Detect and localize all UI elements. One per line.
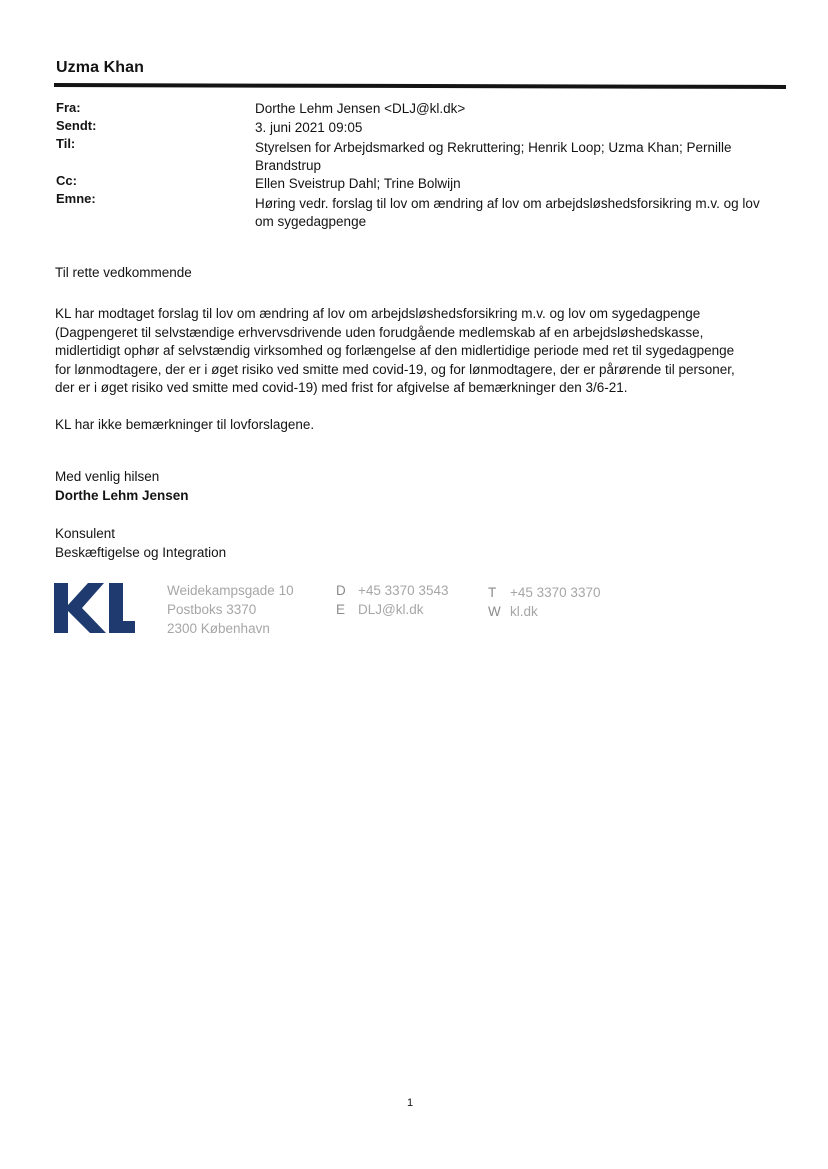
address-street: Weidekampsgade 10 bbox=[167, 583, 294, 598]
paragraph-line: KL har modtaget forslag til lov om ændring af lov om arbejdsløshedsforsikring m.v. og lov om sygedagpenge bbox=[55, 306, 701, 321]
email-key: E bbox=[336, 602, 346, 617]
footer-contact-direct bbox=[336, 581, 448, 619]
paragraph-line: midlertidigt ophør af selvstændig virksomhed og forlængelse af den midlertidige periode med ret til sygedagpenge bbox=[55, 343, 735, 358]
closing-text: Med venlig hilsen bbox=[55, 469, 160, 484]
page-number: 1 bbox=[407, 1097, 414, 1109]
signature-name: Dorthe Lehm Jensen bbox=[55, 488, 189, 503]
subject-value: Høring vedr. forslag til lov om ændring af lov om arbejdsløshedsforsikring m.v. og lov om sygedagpenge bbox=[255, 196, 760, 229]
kl-logo bbox=[54, 583, 136, 640]
greeting: Til rette vedkommende bbox=[55, 265, 192, 280]
to-value: Styrelsen for Arbejdsmarked og Rekruttering; Henrik Loop; Uzma Khan; Pernille Brandstrup bbox=[255, 140, 732, 173]
main-phone-key: T bbox=[488, 585, 497, 600]
signature-department: Beskæftigelse og Integration bbox=[55, 545, 227, 560]
email-value: DLJ@kl.dk bbox=[358, 602, 424, 617]
address-pobox: Postboks 3370 bbox=[167, 602, 257, 617]
main-phone-value: +45 3370 3370 bbox=[510, 585, 601, 600]
from-value: Dorthe Lehm Jensen <DLJ@kl.dk> bbox=[255, 101, 466, 116]
footer-address bbox=[167, 581, 294, 638]
kl-logo-graphic bbox=[54, 583, 136, 635]
web-key: W bbox=[488, 604, 501, 619]
direct-phone-value: +45 3370 3543 bbox=[358, 583, 449, 598]
remark-text: KL har ikke bemærkninger til lovforslagene. bbox=[55, 417, 315, 432]
cc-value: Ellen Sveistrup Dahl; Trine Bolwijn bbox=[255, 176, 461, 191]
direct-phone-key: D bbox=[336, 583, 346, 598]
header-divider bbox=[54, 83, 786, 89]
paragraph-line: for lønmodtagere, der er i øget risiko ved smitte med covid-19, og for lønmodtagere, der er pårørende til personer, bbox=[55, 361, 735, 377]
web-value: kl.dk bbox=[510, 604, 538, 619]
footer-contact-main bbox=[488, 583, 600, 621]
sent-value: 3. juni 2021 09:05 bbox=[255, 120, 363, 135]
cc-label: Cc: bbox=[56, 173, 77, 188]
subject-label: Emne: bbox=[56, 191, 96, 206]
paragraph-line: (Dagpengeret til selvstændige erhvervsdrivende uden forudgående medlemskab af en arbejdsløshedskasse, bbox=[55, 324, 704, 340]
sent-label: Sendt: bbox=[56, 118, 97, 133]
email-owner-name: Uzma Khan bbox=[56, 59, 145, 76]
paragraph-line: der er i øget risiko ved smitte med covid-19) med frist for afgivelse af bemærkninger den 3/6-21. bbox=[55, 380, 628, 395]
signature-title: Konsulent bbox=[55, 526, 116, 541]
address-city: 2300 København bbox=[167, 621, 270, 636]
from-label: Fra: bbox=[56, 100, 81, 115]
to-label: Til: bbox=[56, 136, 76, 151]
body-paragraph bbox=[55, 305, 745, 398]
